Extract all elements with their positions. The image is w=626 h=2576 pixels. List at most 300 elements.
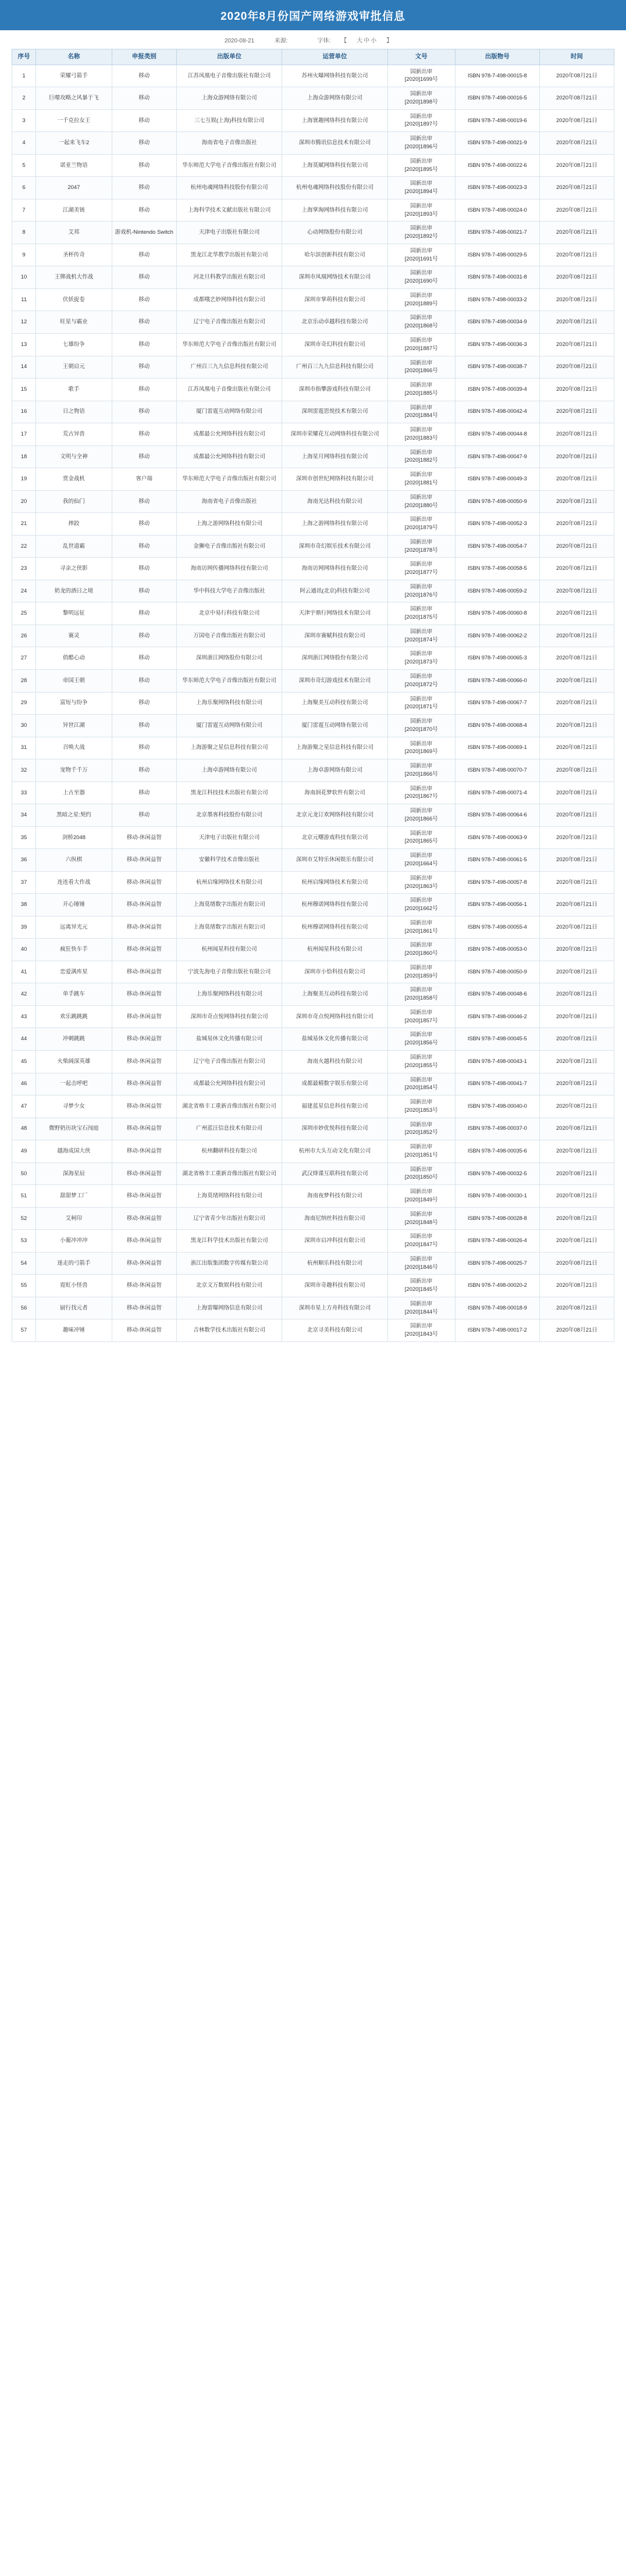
cell-name: 诺亚兰物语: [36, 154, 112, 177]
cell-isbn: ISBN 978-7-498-00050-9: [455, 961, 539, 983]
cell-operator: 盐城易休文化传播有限公司: [282, 1028, 387, 1051]
cell-isbn: ISBN 978-7-498-00019-6: [455, 109, 539, 132]
cell-publisher: 厦门雷霆互动网络有限公司: [176, 715, 282, 737]
cell-date: 2020年08月21日: [539, 1140, 614, 1163]
cell-date: 2020年08月21日: [539, 199, 614, 222]
cell-docnumber: 国新出审 [2020]1868号: [387, 311, 455, 334]
cell-operator: 深圳市凤凰网络技术有限公司: [282, 266, 387, 289]
source-label: 来源:: [274, 38, 288, 44]
cell-index: 22: [12, 535, 36, 558]
col-header-index: 序号: [12, 49, 36, 65]
cell-date: 2020年08月21日: [539, 535, 614, 558]
table-row: [12, 580, 614, 602]
cell-publisher: 成都最公允网络科技有限公司: [176, 1073, 282, 1096]
cell-name: 冲刺跳跳: [36, 1028, 112, 1051]
cell-date: 2020年08月21日: [539, 647, 614, 670]
cell-operator: 心动网络股份有限公司: [282, 222, 387, 244]
cell-date: 2020年08月21日: [539, 939, 614, 961]
cell-docnumber: 国新出审 [2020]1883号: [387, 423, 455, 446]
cell-name: 寻亲之侠影: [36, 558, 112, 580]
cell-category: 移动: [112, 401, 176, 423]
cell-publisher: 成都最公允网络科技有限公司: [176, 445, 282, 468]
cell-publisher: 深圳浙江网络股份有限公司: [176, 647, 282, 670]
cell-index: 14: [12, 356, 36, 379]
cell-name: 摔跤: [36, 513, 112, 536]
cell-isbn: ISBN 978-7-498-00024-0: [455, 199, 539, 222]
cell-docnumber: 国新出审 [2020]1690号: [387, 266, 455, 289]
cell-name: 欢乐跳跳跳: [36, 1005, 112, 1028]
cell-publisher: 华东师范大学电子音像出版社有限公司: [176, 154, 282, 177]
cell-publisher: 辽宁省青少年出版社有限公司: [176, 1207, 282, 1230]
cell-docnumber: 国新出审 [2020]1848号: [387, 1207, 455, 1230]
cell-date: 2020年08月21日: [539, 1297, 614, 1319]
meta-bar: [0, 30, 626, 49]
cell-docnumber: 国新出审 [2020]1851号: [387, 1140, 455, 1163]
cell-index: 31: [12, 737, 36, 759]
cell-docnumber: 国新出审 [2020]1874号: [387, 625, 455, 647]
cell-publisher: 湖北省格丰工重新音像出版社有限公司: [176, 1162, 282, 1185]
cell-docnumber: 国新出审 [2020]1869号: [387, 737, 455, 759]
cell-name: 疯狂快车手: [36, 939, 112, 961]
cell-publisher: 成都哦艺妙网络科技有限公司: [176, 288, 282, 311]
cell-isbn: ISBN 978-7-498-00015-8: [455, 65, 539, 87]
cell-category: 移动-休闲益智: [112, 849, 176, 872]
cell-publisher: 宁波先海电子音像出版社有限公司: [176, 961, 282, 983]
cell-publisher: 上海莫绪网络科技有限公司: [176, 1185, 282, 1208]
cell-isbn: ISBN 978-7-498-00041-7: [455, 1073, 539, 1096]
cell-operator: 深圳市启冲科技有限公司: [282, 1230, 387, 1253]
cell-category: 移动: [112, 356, 176, 379]
cell-isbn: ISBN 978-7-498-00043-1: [455, 1051, 539, 1073]
cell-docnumber: 国新出审 [2020]1872号: [387, 669, 455, 692]
cell-operator: 深圳市奇点悦网络科技有限公司: [282, 1005, 387, 1028]
cell-docnumber: 国新出审 [2020]1866号: [387, 759, 455, 782]
cell-docnumber: 国新出审 [2020]1884号: [387, 401, 455, 423]
cell-operator: 北京元龙订欢网络科技有限公司: [282, 804, 387, 827]
cell-isbn: ISBN 978-7-498-00060-8: [455, 602, 539, 625]
cell-operator: 上海星月网络科技有限公司: [282, 445, 387, 468]
cell-category: 移动-休闲益智: [112, 826, 176, 849]
cell-operator: 上海聚美互动科技有限公司: [282, 983, 387, 1006]
cell-docnumber: 国新出审 [2020]1887号: [387, 334, 455, 356]
cell-name: 一千克拉女王: [36, 109, 112, 132]
cell-docnumber: 国新出审 [2020]1892号: [387, 222, 455, 244]
cell-docnumber: 国新出审 [2020]1878号: [387, 535, 455, 558]
table-row: [12, 445, 614, 468]
cell-operator: 深圳市奇幻游戏技术有限公司: [282, 669, 387, 692]
cell-isbn: ISBN 978-7-498-00038-7: [455, 356, 539, 379]
cell-docnumber: 国新出审 [2020]1853号: [387, 1096, 455, 1118]
cell-name: 俏酷心动: [36, 647, 112, 670]
cell-index: 40: [12, 939, 36, 961]
cell-name: 迷走的弓箭手: [36, 1252, 112, 1275]
table-row: [12, 647, 614, 670]
cell-name: 一起来飞车2: [36, 132, 112, 155]
cell-date: 2020年08月21日: [539, 804, 614, 827]
cell-docnumber: 国新出审 [2020]1866号: [387, 356, 455, 379]
cell-docnumber: 国新出审 [2020]1870号: [387, 715, 455, 737]
cell-docnumber: 国新出审 [2020]1844号: [387, 1297, 455, 1319]
cell-docnumber: 国新出审 [2020]1871号: [387, 692, 455, 715]
cell-publisher: 广州百三九九信息科技有限公司: [176, 356, 282, 379]
cell-name: 我的仙门: [36, 490, 112, 513]
cell-isbn: ISBN 978-7-498-00052-3: [455, 513, 539, 536]
table-row: [12, 894, 614, 916]
cell-date: 2020年08月21日: [539, 288, 614, 311]
cell-operator: 杭州顺乐科技有限公司: [282, 1252, 387, 1275]
table-row: [12, 266, 614, 289]
cell-date: 2020年08月21日: [539, 759, 614, 782]
cell-category: 移动: [112, 87, 176, 110]
cell-date: 2020年08月21日: [539, 65, 614, 87]
cell-isbn: ISBN 978-7-498-00063-9: [455, 826, 539, 849]
cell-name: 荣耀弓箭手: [36, 65, 112, 87]
cell-name: 远离异光元: [36, 916, 112, 939]
cell-docnumber: 国新出审 [2020]1664号: [387, 849, 455, 872]
cell-date: 2020年08月21日: [539, 266, 614, 289]
cell-operator: 深圳市妙优悦科技有限公司: [282, 1118, 387, 1140]
cell-docnumber: 国新出审 [2020]1859号: [387, 961, 455, 983]
cell-name: 连连看大作战: [36, 871, 112, 894]
cell-isbn: ISBN 978-7-498-00020-2: [455, 1275, 539, 1297]
cell-isbn: ISBN 978-7-498-00042-4: [455, 401, 539, 423]
cell-name: 甜甜梦工厂: [36, 1185, 112, 1208]
cell-operator: 深圳市奇幻娱乐技术有限公司: [282, 535, 387, 558]
cell-publisher: 华中科技大学电子音像出版社: [176, 580, 282, 602]
cell-category: 移动: [112, 132, 176, 155]
cell-publisher: 浙江出版集团数字传媒有限公司: [176, 1252, 282, 1275]
cell-docnumber: 国新出审 [2020]1856号: [387, 1028, 455, 1051]
cell-isbn: ISBN 978-7-498-00058-5: [455, 558, 539, 580]
cell-category: 移动-休闲益智: [112, 1207, 176, 1230]
cell-docnumber: 国新出审 [2020]1852号: [387, 1118, 455, 1140]
bracket-open: 【: [341, 38, 347, 44]
cell-date: 2020年08月21日: [539, 826, 614, 849]
table-row: [12, 222, 614, 244]
table-row: [12, 177, 614, 199]
cell-operator: 深圳市荣耀花互动网络科技有限公司: [282, 423, 387, 446]
table-row: [12, 535, 614, 558]
table-row: [12, 916, 614, 939]
cell-docnumber: 国新出审 [2020]1691号: [387, 244, 455, 266]
cell-isbn: ISBN 978-7-498-00070-7: [455, 759, 539, 782]
cell-isbn: ISBN 978-7-498-00039-4: [455, 379, 539, 401]
cell-date: 2020年08月21日: [539, 1096, 614, 1118]
table-row: [12, 1140, 614, 1163]
cell-index: 19: [12, 468, 36, 491]
table-row: [12, 1073, 614, 1096]
cell-publisher: 海南访网传播网络科技有限公司: [176, 558, 282, 580]
cell-docnumber: 国新出审 [2020]1857号: [387, 1005, 455, 1028]
cell-docnumber: 国新出审 [2020]1898号: [387, 87, 455, 110]
cell-operator: 杭州启缘网络技术有限公司: [282, 871, 387, 894]
table-row: [12, 602, 614, 625]
table-row: [12, 849, 614, 872]
cell-index: 17: [12, 423, 36, 446]
fontsize-large[interactable]: 大: [357, 38, 363, 44]
cell-index: 25: [12, 602, 36, 625]
cell-operator: 深圳市腾讯信息技术有限公司: [282, 132, 387, 155]
cell-publisher: 三七互娱(上海)科技有限公司: [176, 109, 282, 132]
cell-date: 2020年08月21日: [539, 132, 614, 155]
cell-category: 移动: [112, 580, 176, 602]
cell-name: 巨噬攻略之风暴于飞: [36, 87, 112, 110]
cell-category: 移动: [112, 445, 176, 468]
cell-category: 客户端: [112, 468, 176, 491]
table-row: [12, 1252, 614, 1275]
cell-docnumber: 国新出审 [2020]1855号: [387, 1051, 455, 1073]
cell-name: 黑暗之星:契约: [36, 804, 112, 827]
cell-isbn: ISBN 978-7-498-00035-6: [455, 1140, 539, 1163]
cell-category: 移动: [112, 423, 176, 446]
cell-docnumber: 国新出审 [2020]1880号: [387, 490, 455, 513]
cell-index: 6: [12, 177, 36, 199]
cell-index: 50: [12, 1162, 36, 1185]
cell-publisher: 上海莫绪数字出版社有限公司: [176, 916, 282, 939]
cell-index: 57: [12, 1319, 36, 1342]
cell-category: 移动-休闲益智: [112, 1252, 176, 1275]
cell-date: 2020年08月21日: [539, 737, 614, 759]
cell-docnumber: 国新出审 [2020]1876号: [387, 580, 455, 602]
cell-index: 52: [12, 1207, 36, 1230]
cell-index: 12: [12, 311, 36, 334]
cell-category: 移动-休闲益智: [112, 1118, 176, 1140]
cell-date: 2020年08月21日: [539, 580, 614, 602]
cell-category: 移动-休闲益智: [112, 1140, 176, 1163]
cell-publisher: 安徽科学技术音像出版社: [176, 849, 282, 872]
cell-index: 26: [12, 625, 36, 647]
cell-name: 火柴阔深英雄: [36, 1051, 112, 1073]
cell-docnumber: 国新出审 [2020]1882号: [387, 445, 455, 468]
cell-date: 2020年08月21日: [539, 1162, 614, 1185]
table-row: [12, 782, 614, 804]
table-row: [12, 401, 614, 423]
cell-isbn: ISBN 978-7-498-00040-0: [455, 1096, 539, 1118]
cell-index: 41: [12, 961, 36, 983]
cell-docnumber: 国新出审 [2020]1873号: [387, 647, 455, 670]
fontsize-small[interactable]: 小: [371, 38, 377, 44]
table-row: [12, 1096, 614, 1118]
cell-index: 35: [12, 826, 36, 849]
cell-publisher: 广州蓝汪信息技术有限公司: [176, 1118, 282, 1140]
cell-operator: 北京元曙游戏科技有限公司: [282, 826, 387, 849]
cell-index: 20: [12, 490, 36, 513]
cell-date: 2020年08月21日: [539, 916, 614, 939]
cell-isbn: ISBN 978-7-498-00056-1: [455, 894, 539, 916]
cell-name: 越海成国大侠: [36, 1140, 112, 1163]
cell-publisher: 海南省电子音像出版社: [176, 490, 282, 513]
cell-operator: 阿云通讯(北京)科技有限公司: [282, 580, 387, 602]
cell-docnumber: 国新出审 [2020]1699号: [387, 65, 455, 87]
table-row: [12, 759, 614, 782]
cell-publisher: 辽宁电子音像出版社有限公司: [176, 1051, 282, 1073]
cell-name: 宠物千千万: [36, 759, 112, 782]
cell-category: 移动: [112, 737, 176, 759]
cell-publisher: 吉林数学技术出版社有限公司: [176, 1319, 282, 1342]
cell-category: 移动-休闲益智: [112, 983, 176, 1006]
cell-category: 移动: [112, 109, 176, 132]
cell-operator: 杭州穆诺网络科技有限公司: [282, 894, 387, 916]
cell-index: 9: [12, 244, 36, 266]
cell-name: 2047: [36, 177, 112, 199]
cell-isbn: ISBN 978-7-498-00021-9: [455, 132, 539, 155]
cell-index: 32: [12, 759, 36, 782]
cell-isbn: ISBN 978-7-498-00057-8: [455, 871, 539, 894]
cell-publisher: 上海科学技术文献出版社有限公司: [176, 199, 282, 222]
cell-publisher: 上海卓游网络有限公司: [176, 759, 282, 782]
table-header-row: [12, 49, 614, 65]
cell-date: 2020年08月21日: [539, 379, 614, 401]
cell-isbn: ISBN 978-7-498-00016-5: [455, 87, 539, 110]
cell-index: 36: [12, 849, 36, 872]
cell-category: 移动-休闲益智: [112, 916, 176, 939]
cell-name: 王朝启元: [36, 356, 112, 379]
cell-index: 28: [12, 669, 36, 692]
cell-index: 44: [12, 1028, 36, 1051]
cell-category: 移动: [112, 288, 176, 311]
cell-category: 移动: [112, 602, 176, 625]
table-row: [12, 423, 614, 446]
cell-name: 赏金战机: [36, 468, 112, 491]
cell-category: 移动: [112, 65, 176, 87]
cell-name: 艾邦: [36, 222, 112, 244]
cell-date: 2020年08月21日: [539, 1230, 614, 1253]
cell-date: 2020年08月21日: [539, 311, 614, 334]
cell-index: 39: [12, 916, 36, 939]
cell-isbn: ISBN 978-7-498-00022-6: [455, 154, 539, 177]
fontsize-medium[interactable]: 中: [364, 38, 370, 44]
cell-name: 寻梦少女: [36, 1096, 112, 1118]
cell-publisher: 盐城易休文化传播有限公司: [176, 1028, 282, 1051]
cell-category: 移动-休闲益智: [112, 1185, 176, 1208]
cell-name: 赛灵: [36, 625, 112, 647]
cell-index: 5: [12, 154, 36, 177]
table-row: [12, 1207, 614, 1230]
cell-operator: 上海众游网络有限公司: [282, 87, 387, 110]
cell-date: 2020年08月21日: [539, 894, 614, 916]
cell-isbn: ISBN 978-7-498-00031-8: [455, 266, 539, 289]
cell-operator: 海南火越科技有限公司: [282, 1051, 387, 1073]
cell-isbn: ISBN 978-7-498-00044-8: [455, 423, 539, 446]
cell-operator: 上海莫赋网络科技有限公司: [282, 154, 387, 177]
cell-index: 2: [12, 87, 36, 110]
cell-name: 伏妖捉卷: [36, 288, 112, 311]
table-row: [12, 513, 614, 536]
cell-isbn: ISBN 978-7-498-00025-7: [455, 1252, 539, 1275]
cell-index: 1: [12, 65, 36, 87]
fontsize-control: [308, 38, 401, 44]
cell-docnumber: 国新出审 [2020]1866号: [387, 804, 455, 827]
cell-operator: 深圳市创世纪网络科技有限公司: [282, 468, 387, 491]
cell-isbn: ISBN 978-7-498-00065-3: [455, 647, 539, 670]
cell-publisher: 天津电子出版社有限公司: [176, 222, 282, 244]
cell-publisher: 金狮电子音像出版社有限公司: [176, 535, 282, 558]
cell-date: 2020年08月21日: [539, 983, 614, 1006]
cell-operator: 杭州闻星科技有限公司: [282, 939, 387, 961]
cell-docnumber: 国新出审 [2020]1893号: [387, 199, 455, 222]
cell-category: 移动: [112, 535, 176, 558]
cell-date: 2020年08月21日: [539, 177, 614, 199]
cell-name: 富短与纷争: [36, 692, 112, 715]
cell-index: 8: [12, 222, 36, 244]
cell-operator: 上海卓游网络有限公司: [282, 759, 387, 782]
cell-category: 移动-休闲益智: [112, 939, 176, 961]
cell-category: 移动: [112, 647, 176, 670]
cell-operator: 海南夜梦科技有限公司: [282, 1185, 387, 1208]
table-row: [12, 1319, 614, 1342]
cell-index: 3: [12, 109, 36, 132]
cell-category: 移动-休闲益智: [112, 1073, 176, 1096]
table-row: [12, 199, 614, 222]
cell-date: 2020年08月21日: [539, 356, 614, 379]
cell-name: 歌手: [36, 379, 112, 401]
cell-name: 异世江湖: [36, 715, 112, 737]
cell-publisher: 黑龙江科学技术出版社有限公司: [176, 1230, 282, 1253]
cell-date: 2020年08月21日: [539, 1252, 614, 1275]
cell-date: 2020年08月21日: [539, 244, 614, 266]
cell-name: 乱世道霸: [36, 535, 112, 558]
cell-index: 49: [12, 1140, 36, 1163]
cell-date: 2020年08月21日: [539, 782, 614, 804]
cell-date: 2020年08月21日: [539, 513, 614, 536]
cell-isbn: ISBN 978-7-498-00033-2: [455, 288, 539, 311]
table-row: [12, 87, 614, 110]
cell-publisher: 北京墨客科技股份有限公司: [176, 804, 282, 827]
cell-operator: 深圳市奇幻科技有限公司: [282, 334, 387, 356]
cell-category: 移动: [112, 692, 176, 715]
cell-operator: 北京乐动卓越科技有限公司: [282, 311, 387, 334]
cell-docnumber: 国新出审 [2020]1846号: [387, 1252, 455, 1275]
cell-index: 30: [12, 715, 36, 737]
table-row: [12, 109, 614, 132]
cell-index: 7: [12, 199, 36, 222]
cell-publisher: 黑龙江北华教学出版社有限公司: [176, 244, 282, 266]
cell-operator: 北京寻美科技有限公司: [282, 1319, 387, 1342]
cell-index: 43: [12, 1005, 36, 1028]
table-row: [12, 871, 614, 894]
cell-category: 移动: [112, 266, 176, 289]
cell-index: 29: [12, 692, 36, 715]
cell-docnumber: 国新出审 [2020]1877号: [387, 558, 455, 580]
cell-publisher: 上海之游网络科技有限公司: [176, 513, 282, 536]
cell-category: 移动: [112, 199, 176, 222]
cell-name: 小葡冲冲冲: [36, 1230, 112, 1253]
cell-operator: 深圳市奇趣科技有限公司: [282, 1275, 387, 1297]
cell-name: 黎明远征: [36, 602, 112, 625]
cell-isbn: ISBN 978-7-498-00067-7: [455, 692, 539, 715]
cell-date: 2020年08月21日: [539, 1118, 614, 1140]
cell-operator: 深圳市指攀游戏科技有限公司: [282, 379, 387, 401]
cell-date: 2020年08月21日: [539, 1275, 614, 1297]
cell-publisher: 北京中易行科技有限公司: [176, 602, 282, 625]
cell-operator: 上海寰趣网络科技有限公司: [282, 109, 387, 132]
table-row: [12, 939, 614, 961]
cell-index: 55: [12, 1275, 36, 1297]
col-header-isbn: 出版物号: [455, 49, 539, 65]
cell-name: 六纵棋: [36, 849, 112, 872]
cell-date: 2020年08月21日: [539, 715, 614, 737]
cell-index: 13: [12, 334, 36, 356]
cell-docnumber: 国新出审 [2020]1889号: [387, 288, 455, 311]
cell-docnumber: 国新出审 [2020]1849号: [387, 1185, 455, 1208]
col-header-name: 名称: [36, 49, 112, 65]
cell-name: 一起击呼吧: [36, 1073, 112, 1096]
cell-operator: 上海掌淘网络科技有限公司: [282, 199, 387, 222]
table-row: [12, 804, 614, 827]
cell-index: 27: [12, 647, 36, 670]
cell-date: 2020年08月21日: [539, 468, 614, 491]
cell-docnumber: 国新出审 [2020]1897号: [387, 109, 455, 132]
